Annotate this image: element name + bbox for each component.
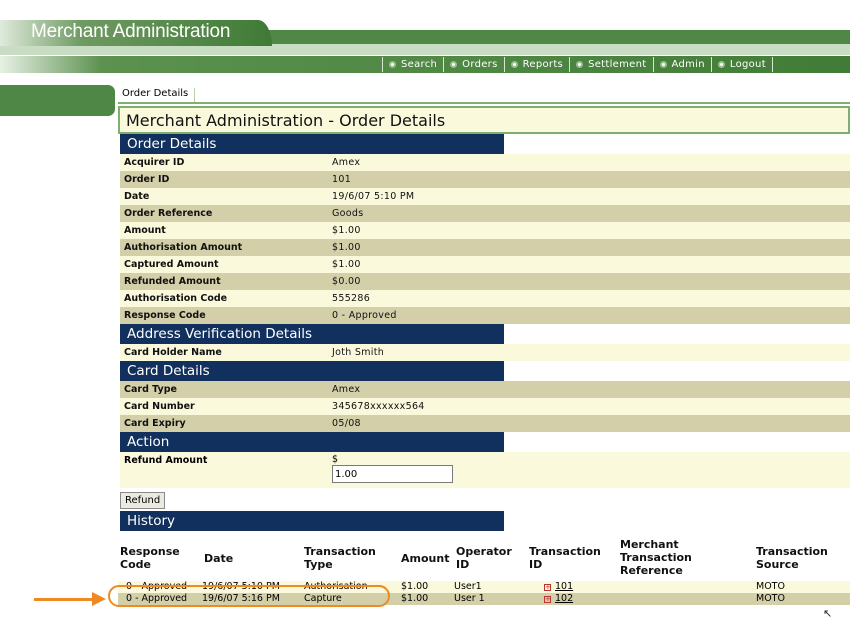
detail-row [120,415,850,432]
radio-dot-icon [511,61,518,68]
history-response-code: 0 - Approved [126,593,188,604]
col-transaction-type: Transaction Type [304,545,376,571]
sidebar-tab [0,85,115,116]
nav-logout[interactable] [711,57,773,72]
detail-label: Authorisation Code [124,293,228,304]
transaction-id-link[interactable]: 101 [555,581,574,592]
history-amount: $1.00 [401,593,429,604]
nav-search[interactable] [382,57,443,72]
refund-row [120,452,850,488]
detail-label: Order ID [124,174,170,185]
arrow-head-icon [92,592,106,606]
nav-orders[interactable] [443,57,503,72]
detail-row [120,307,850,324]
refund-amount-cell [332,452,453,488]
history-response-code: 0 - Approved [126,581,188,592]
detail-value: 101 [332,174,352,185]
detail-label: Amount [124,225,166,236]
detail-label: Card Holder Name [124,347,222,358]
detail-row [120,273,850,290]
nav-label: Logout [729,59,766,70]
refund-button[interactable]: Refund [120,492,165,509]
history-operator-id: User1 [454,581,482,592]
detail-row [120,205,850,222]
col-amount: Amount [401,552,450,565]
currency-symbol: $ [332,454,339,465]
detail-row [120,256,850,273]
detail-value: 19/6/07 5:10 PM [332,191,415,202]
history-transaction-source: MOTO [756,581,785,592]
nav-label: Reports [522,59,564,70]
detail-value: 345678xxxxxx564 [332,401,425,412]
detail-row [120,222,850,239]
order-details-rows [118,154,850,324]
history-amount: $1.00 [401,581,429,592]
radio-dot-icon [660,61,667,68]
history-date: 19/6/07 5:10 PM [202,581,280,592]
history-date: 19/6/07 5:16 PM [202,593,280,604]
col-date: Date [204,552,234,565]
app-title: Merchant Administration [31,21,231,42]
nav-settlement[interactable] [569,57,652,72]
nav-label: Admin [671,59,705,70]
col-operator-id: Operator ID [456,545,512,571]
mouse-cursor-icon: ↖ [823,607,833,620]
nav-admin[interactable] [653,57,711,72]
col-response-code: Response Code [120,545,180,571]
detail-label: Response Code [124,310,206,321]
action-heading: Action [120,432,504,452]
detail-value: Amex [332,384,361,395]
detail-value: $1.00 [332,259,361,270]
plus-box-icon: + [545,583,551,591]
detail-value: 05/08 [332,418,361,429]
history-transaction-type: Capture [304,593,342,604]
detail-row [120,239,850,256]
transaction-id-link[interactable]: 102 [555,593,574,604]
refund-amount-label: Refund Amount [124,455,208,466]
detail-row [120,171,850,188]
plus-box-icon: + [545,595,551,603]
address-verification-heading: Address Verification Details [120,324,504,344]
detail-label: Card Expiry [124,418,186,429]
main-content [118,84,850,605]
history-transaction-type: Authorisation [304,581,368,592]
history-transaction-source: MOTO [756,593,785,604]
nav-label: Search [401,59,438,70]
detail-label: Captured Amount [124,259,219,270]
col-transaction-id: Transaction ID [529,545,601,571]
detail-row [120,188,850,205]
detail-row [120,381,850,398]
detail-row [120,290,850,307]
detail-label: Date [124,191,150,202]
detail-label: Card Type [124,384,177,395]
detail-row [120,344,850,361]
nav-label: Settlement [588,59,647,70]
detail-label: Card Number [124,401,195,412]
detail-label: Order Reference [124,208,213,219]
detail-value: $1.00 [332,242,361,253]
detail-label: Authorisation Amount [124,242,243,253]
detail-value: 555286 [332,293,371,304]
radio-dot-icon [718,61,725,68]
detail-value: $1.00 [332,225,361,236]
highlight-oval [108,585,390,607]
nav-reports[interactable] [504,57,569,72]
detail-row [120,154,850,171]
detail-value: Amex [332,157,361,168]
detail-value: Goods [332,208,364,219]
tab-order-details[interactable]: Order Details [122,88,195,102]
col-transaction-source: Transaction Source [756,545,828,571]
main-nav [382,57,773,72]
history-operator-id: User 1 [454,593,485,604]
radio-dot-icon [389,61,396,68]
detail-value: Joth Smith [332,347,385,358]
refund-amount-input[interactable] [332,465,453,483]
detail-value: 0 - Approved [332,310,397,321]
detail-label: Refunded Amount [124,276,221,287]
radio-dot-icon [450,61,457,68]
detail-value: $0.00 [332,276,361,287]
radio-dot-icon [576,61,583,68]
history-transaction-id [544,593,573,605]
detail-label: Acquirer ID [124,157,185,168]
page-title: Merchant Administration - Order Details [118,106,850,134]
tab-bar [118,84,850,104]
history-table-header [118,539,850,581]
order-details-heading: Order Details [120,134,504,154]
history-transaction-id [544,581,573,593]
card-details-heading: Card Details [120,361,504,381]
arrow-right-icon [34,598,94,601]
history-heading: History [120,511,504,531]
nav-label: Orders [462,59,498,70]
detail-row [120,398,850,415]
col-merchant-transaction-reference: Merchant Transaction Reference [620,538,692,577]
